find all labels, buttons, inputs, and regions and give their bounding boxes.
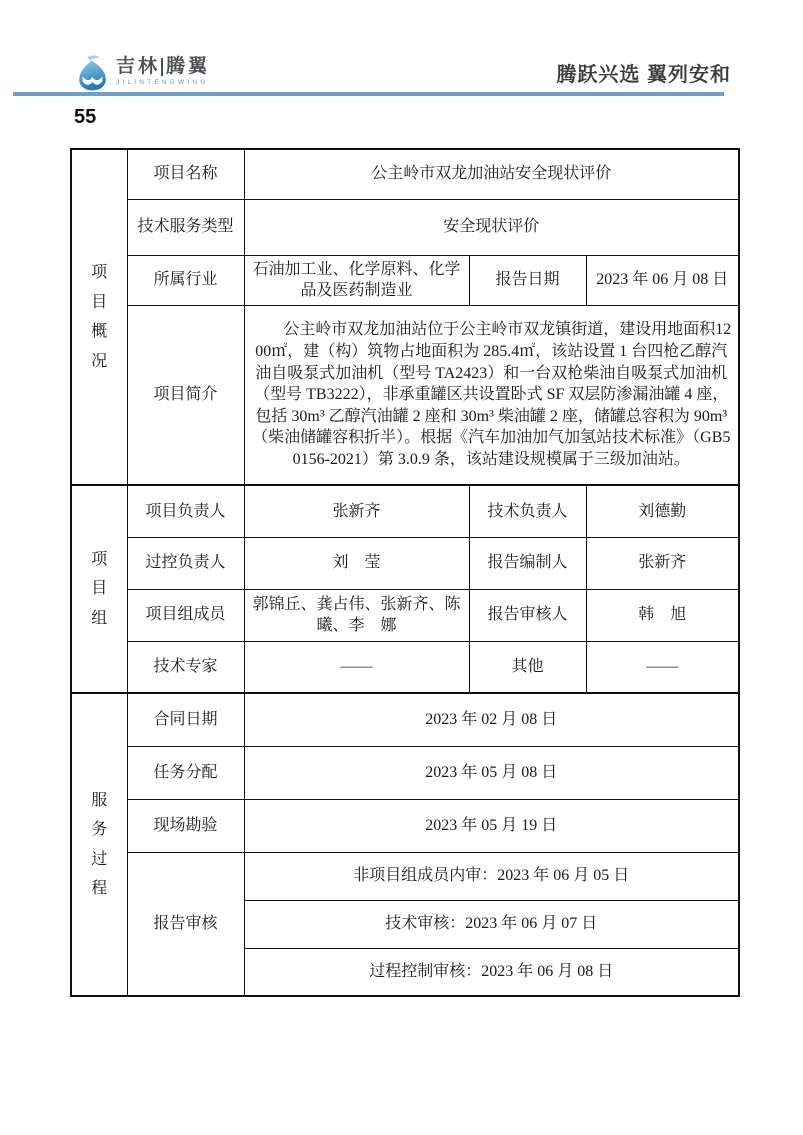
project-name-label: 项目名称	[127, 149, 244, 199]
report-date-label: 报告日期	[469, 255, 586, 305]
logo-name-cn-right: 腾翼	[166, 56, 211, 77]
tech-leader-label: 技术负责人	[469, 485, 586, 537]
project-leader-label: 项目负责人	[127, 485, 244, 537]
section-header-project-team	[71, 485, 127, 693]
section-header-text: 服务过程	[91, 791, 108, 898]
header-rule	[13, 92, 724, 96]
table-row	[71, 693, 739, 746]
table-row	[71, 746, 739, 799]
project-leader-value: 张新齐	[244, 485, 469, 537]
report-reviewer-value: 韩 旭	[586, 589, 739, 641]
process-control-leader-value: 刘 莹	[244, 537, 469, 589]
table-row	[71, 199, 739, 255]
other-value: ——	[586, 641, 739, 693]
service-type-label: 技术服务类型	[127, 199, 244, 255]
internal-audit-value: 非项目组成员内审：2023 年 06 月 05 日	[244, 852, 739, 900]
section-header-service-process	[71, 693, 127, 996]
logo-name-cn	[116, 57, 210, 76]
header-slogan: 腾跃兴选 翼列安和	[556, 64, 731, 86]
section-header-text: 项目概况	[91, 263, 108, 370]
report-date-value: 2023 年 06 月 08 日	[586, 255, 739, 305]
table-row	[71, 485, 739, 537]
page-number: 55	[74, 106, 97, 128]
report-author-value: 张新齐	[586, 537, 739, 589]
logo-name-en: JILINTENGWING	[116, 79, 209, 86]
contract-date-label: 合同日期	[127, 693, 244, 746]
project-brief-text: 公主岭市双龙加油站位于公主岭市双龙镇街道，建设用地面积1200㎡，建（构）筑物占地面积为 285.4㎡，该站设置 1 台四枪乙醇汽油自吸泵式加油机（型号 TA2423）和一台双枪柴油自吸泵式加油机（型号 TB3222），非承重罐区共设置卧式 SF 双层防渗漏油罐 4 座，包括 30m³ 乙醇汽油罐 2 座和 30m³ 柴油罐 2 座，储罐总容积为 90m³（柴油储罐容积折半）。根据《汽车加油加气加氢站技术标准》（GB50156-2021）第 3.0.9 条，该站建设规模属于三级加油站。	[252, 321, 732, 468]
table-row	[71, 305, 739, 485]
project-info-table	[70, 148, 740, 997]
technical-audit-value: 技术审核：2023 年 06 月 07 日	[244, 900, 739, 948]
service-type-value: 安全现状评价	[244, 199, 739, 255]
table-row	[71, 149, 739, 199]
report-reviewer-label: 报告审核人	[469, 589, 586, 641]
project-name-value: 公主岭市双龙加油站安全现状评价	[244, 149, 739, 199]
tech-expert-value: ——	[244, 641, 469, 693]
company-logo	[76, 54, 210, 92]
tech-leader-value: 刘德勤	[586, 485, 739, 537]
process-control-leader-label: 过控负责人	[127, 537, 244, 589]
table-row	[71, 799, 739, 852]
section-header-project-overview	[71, 149, 127, 485]
logo-name-cn-left: 吉林	[116, 56, 161, 77]
table-row	[71, 589, 739, 641]
logo-separator	[161, 58, 163, 76]
site-survey-value: 2023 年 05 月 19 日	[244, 799, 739, 852]
industry-label: 所属行业	[127, 255, 244, 305]
table-row	[71, 852, 739, 900]
contract-date-value: 2023 年 02 月 08 日	[244, 693, 739, 746]
task-assignment-label: 任务分配	[127, 746, 244, 799]
other-label: 其他	[469, 641, 586, 693]
team-members-value: 郭锦丘、龚占伟、张新齐、陈 曦、李 娜	[244, 589, 469, 641]
site-survey-label: 现场勘验	[127, 799, 244, 852]
task-assignment-value: 2023 年 05 月 08 日	[244, 746, 739, 799]
team-members-label: 项目组成员	[127, 589, 244, 641]
report-author-label: 报告编制人	[469, 537, 586, 589]
table-row	[71, 537, 739, 589]
project-brief-value	[244, 305, 739, 485]
tech-expert-label: 技术专家	[127, 641, 244, 693]
process-control-audit-value: 过程控制审核：2023 年 06 月 08 日	[244, 948, 739, 996]
project-brief-label: 项目简介	[127, 305, 244, 485]
table-row	[71, 641, 739, 693]
table-row	[71, 255, 739, 305]
industry-value: 石油加工业、化学原料、化学品及医药制造业	[244, 255, 469, 305]
report-audit-label: 报告审核	[127, 852, 244, 996]
logo-text	[116, 57, 210, 86]
water-drop-icon	[76, 54, 109, 92]
section-header-text: 项目组	[91, 550, 108, 627]
